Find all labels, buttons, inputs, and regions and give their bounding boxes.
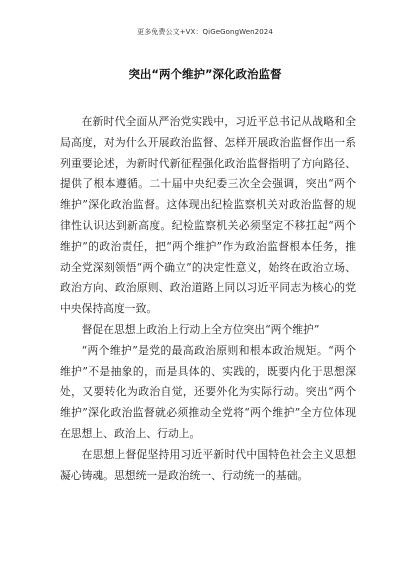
document-title: 突出“两个维护”深化政治监督 (128, 67, 282, 81)
header-note: 更多免费公文+VX：QiGeGongWen2024 (137, 28, 273, 36)
document-body (60, 112, 356, 486)
section-heading: 督促在思想上政治上行动上全方位突出“两个维护” (81, 322, 320, 336)
paragraph-two-maintenances: “两个维护”是党的最高政治原则和根本政治规矩。“两个维护”不是抽象的，而是具体的、实践的，既要内化于思想深处，又要转化为政治自觉，还要外化为实际行动。突出“两个维护”深化政治监督就必须推动全党将“两个维护”全方位体现在思想上、政治上、行动上。 (60, 343, 356, 440)
paragraph-thought: 在思想上督促坚持用习近平新时代中国特色社会主义思想凝心铸魂。思想统一是政治统一、行动统一的基础。 (60, 447, 356, 482)
paragraph-intro: 在新时代全面从严治党实践中，习近平总书记从战略和全局高度，对为什么开展政治监督、怎样开展政治监督作出一系列重要论述，为新时代新征程强化政治监督指明了方向路径、提供了根本遵循。二十届中央纪委三次全会强调，突出“两个维护”深化政治监督。这体现出纪检监察机关对政治监督的规律性认识达到新高度。纪检监察机关必须坚定不移扛起“两个维护”的政治责任，把“两个维护”作为政治监督根本任务，推动全党深刻领悟“两个确立”的决定性意义，始终在政治立场、政治方向、政治原则、政治道路上同以习近平同志为核心的党中央保持高度一致。 (60, 115, 356, 316)
